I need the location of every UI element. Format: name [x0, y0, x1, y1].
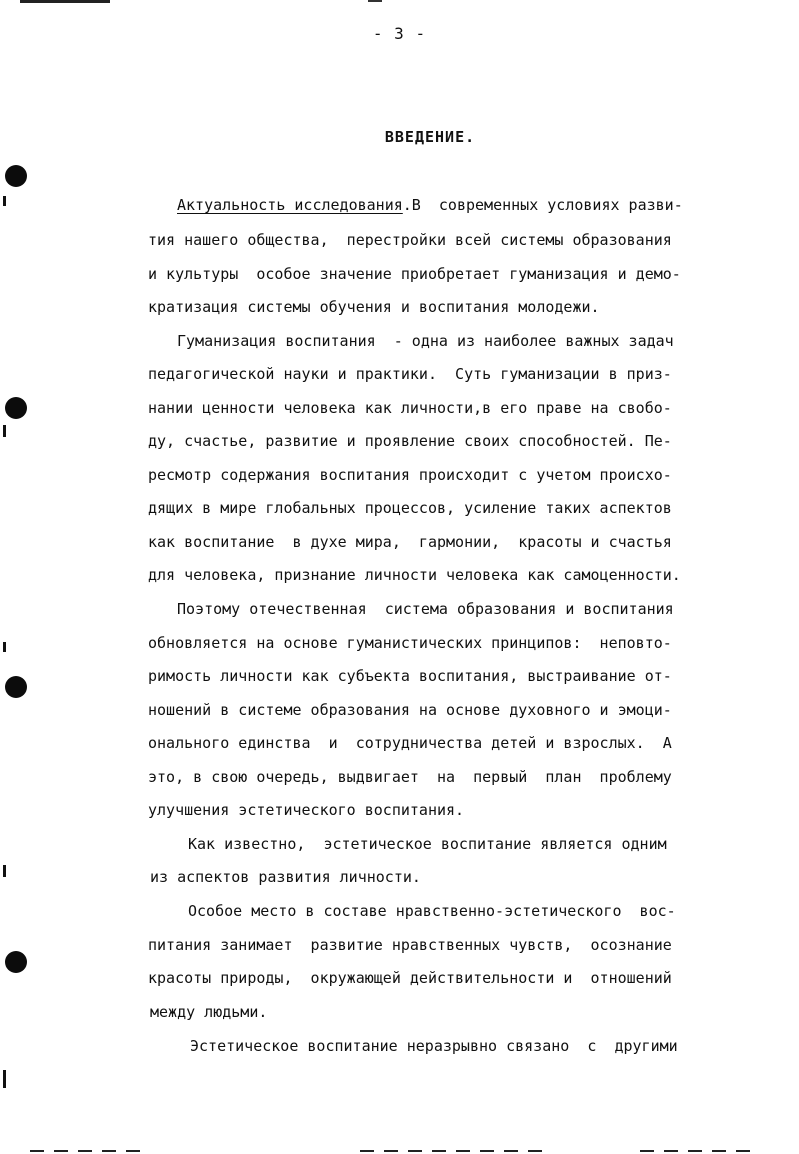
- page-number: - 3 -: [372, 24, 427, 43]
- text-line: как воспитание в духе мира, гармонии, красоты и счастья: [148, 533, 672, 551]
- punch-hole-4: [5, 951, 27, 973]
- scan-tick-mark: [3, 1070, 6, 1088]
- scan-tick-mark: [3, 196, 6, 206]
- scan-edge-mark-top-center: [368, 0, 382, 2]
- scan-tick-mark: [3, 865, 6, 877]
- text-line: и культуры особое значение приобретает гуманизация и демо-: [148, 265, 681, 283]
- text-line: ресмотр содержания воспитания происходит с учетом происхо-: [148, 466, 672, 484]
- scan-edge-mark-bottom: [30, 1150, 140, 1152]
- text-line: кратизация системы обучения и воспитания молодежи.: [148, 298, 600, 316]
- text-line: Особое место в составе нравственно-эстетического вос-: [188, 902, 676, 920]
- scan-edge-mark-top-left: [20, 0, 110, 3]
- text-line: дящих в мире глобальных процессов, усиление таких аспектов: [148, 499, 672, 517]
- text-line: питания занимает развитие нравственных чувств, осознание: [148, 936, 672, 954]
- text-line: Поэтому отечественная система образования и воспитания: [177, 600, 674, 618]
- text-line: обновляется на основе гуманистических принципов: неповто-: [148, 634, 672, 652]
- text-line: между людьми.: [150, 1003, 268, 1021]
- text-line: онального единства и сотрудничества детей и взрослых. А: [148, 734, 672, 752]
- scan-tick-mark: [3, 425, 6, 437]
- text-line: ду, счастье, развитие и проявление своих способностей. Пе-: [148, 432, 672, 450]
- text-line: улучшения эстетического воспитания.: [148, 801, 465, 819]
- text-line: ношений в системе образования на основе духовного и эмоци-: [148, 701, 672, 719]
- punch-hole-3: [5, 676, 27, 698]
- underlined-lead: Актуальность исследования: [177, 196, 403, 214]
- section-heading: ВВЕДЕНИЕ.: [384, 128, 476, 146]
- scan-edge-mark-bottom: [640, 1150, 760, 1152]
- text-line: из аспектов развития личности.: [150, 868, 421, 886]
- text-line: Как известно, эстетическое воспитание является одним: [188, 835, 667, 853]
- text-line: Гуманизация воспитания - одна из наиболее важных задач: [177, 332, 674, 350]
- text-line: это, в свою очередь, выдвигает на первый план проблему: [148, 768, 672, 786]
- scan-edge-mark-bottom: [360, 1150, 550, 1152]
- text-line: педагогической науки и практики. Суть гуманизации в приз-: [148, 365, 672, 383]
- text-line: для человека, признание личности человека как самоценности.: [148, 566, 681, 584]
- punch-hole-2: [5, 397, 27, 419]
- text-line: нании ценности человека как личности,в его праве на свобо-: [148, 399, 672, 417]
- scan-tick-mark: [3, 642, 6, 652]
- text-line: тия нашего общества, перестройки всей системы образования: [148, 231, 672, 249]
- text-line: Эстетическое воспитание неразрывно связано с другими: [190, 1037, 678, 1055]
- text-line: красоты природы, окружающей действительности и отношений: [148, 969, 672, 987]
- text-line: [177, 195, 683, 215]
- punch-hole-1: [5, 165, 27, 187]
- text-line-content: .В современных условиях разви-: [402, 196, 683, 214]
- text-line: римость личности как субъекта воспитания, выстраивание от-: [148, 667, 672, 685]
